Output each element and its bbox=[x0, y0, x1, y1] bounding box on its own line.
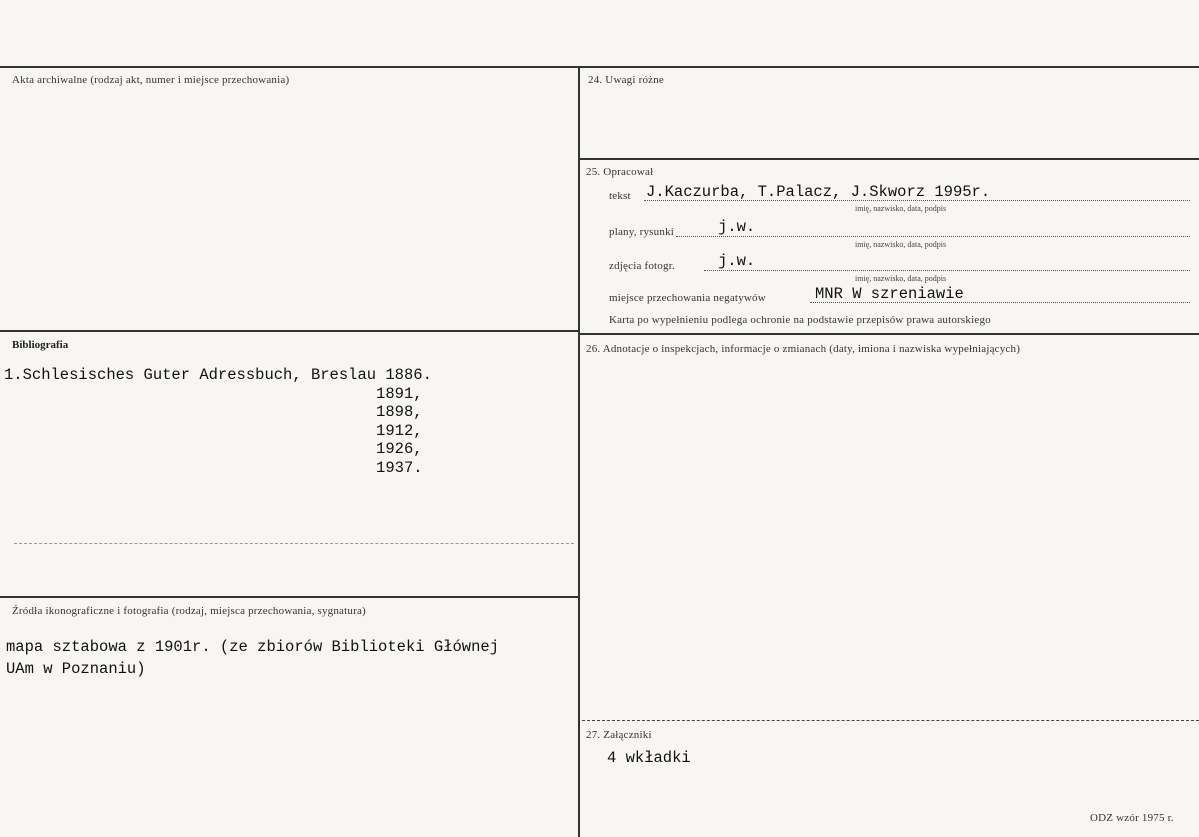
opracowal-label: 25. Opracował bbox=[586, 166, 654, 178]
plany-label: plany, rysunki bbox=[609, 226, 675, 238]
karta-note: Karta po wypełnieniu podlega ochronie na podstawie przepisów prawa autorskiego bbox=[609, 314, 991, 326]
zrodla-line-1: mapa sztabowa z 1901r. (ze zbiorów Biblioteki Głównej bbox=[6, 638, 499, 656]
zrodla-line-2: UAm w Poznaniu) bbox=[6, 660, 146, 678]
zdjecia-label: zdjęcia fotogr. bbox=[609, 260, 675, 272]
right-divider-adnotacje bbox=[580, 333, 1199, 335]
plany-sublabel: imię, nazwisko, data, podpis bbox=[855, 240, 947, 249]
uwagi-label: 24. Uwagi różne bbox=[588, 74, 665, 86]
zrodla-label: Źródła ikonograficzne i fotografia (rodzaj, miejsca przechowania, sygnatura) bbox=[12, 605, 366, 617]
bibliografia-line: 1926, bbox=[4, 440, 423, 458]
tekst-dotted-line bbox=[644, 200, 1190, 201]
bibliografia-line: 1891, bbox=[4, 384, 423, 403]
tekst-value: J.Kaczurba, T.Palacz, J.Skworz 1995r. bbox=[646, 183, 991, 201]
bibliografia-line: 1912, bbox=[4, 421, 423, 440]
bibliografia-line: 1937. bbox=[4, 458, 423, 477]
miejsce-value: MNR W szreniawie bbox=[815, 285, 964, 303]
plany-dotted-line bbox=[676, 236, 1190, 237]
faint-divider bbox=[14, 543, 574, 544]
zalaczniki-value: 4 wkładki bbox=[607, 749, 691, 767]
bibliografia-list bbox=[4, 366, 432, 477]
left-divider-zrodla bbox=[0, 596, 578, 598]
miejsce-dotted-line bbox=[810, 302, 1190, 303]
right-divider-opracowal bbox=[580, 158, 1199, 160]
footer-form-id: ODZ wzór 1975 r. bbox=[1090, 812, 1174, 824]
zdjecia-value: j.w. bbox=[718, 252, 756, 270]
zdjecia-sublabel: imię, nazwisko, data, podpis bbox=[855, 274, 947, 283]
left-divider-bibliografia bbox=[0, 330, 578, 332]
plany-value: j.w. bbox=[718, 218, 756, 236]
tekst-label: tekst bbox=[609, 190, 631, 202]
miejsce-label: miejsce przechowania negatywów bbox=[609, 292, 766, 304]
bibliografia-label: Bibliografia bbox=[12, 339, 69, 351]
adnotacje-label: 26. Adnotacje o inspekcjach, informacje o zmianach (daty, imiona i nazwiska wypełniających) bbox=[586, 343, 1021, 355]
zdjecia-dotted-line bbox=[704, 270, 1190, 271]
bibliografia-line: 1898, bbox=[4, 403, 423, 421]
akta-label: Akta archiwalne (rodzaj akt, numer i miejsce przechowania) bbox=[12, 74, 290, 86]
right-divider-zalaczniki bbox=[582, 720, 1199, 721]
zalaczniki-label: 27. Załączniki bbox=[586, 729, 652, 741]
top-border bbox=[0, 66, 1199, 68]
column-divider bbox=[578, 68, 580, 837]
bibliografia-line: 1.Schlesisches Guter Adressbuch, Breslau 1886. bbox=[4, 366, 432, 384]
tekst-sublabel: imię, nazwisko, data, podpis bbox=[855, 204, 947, 213]
